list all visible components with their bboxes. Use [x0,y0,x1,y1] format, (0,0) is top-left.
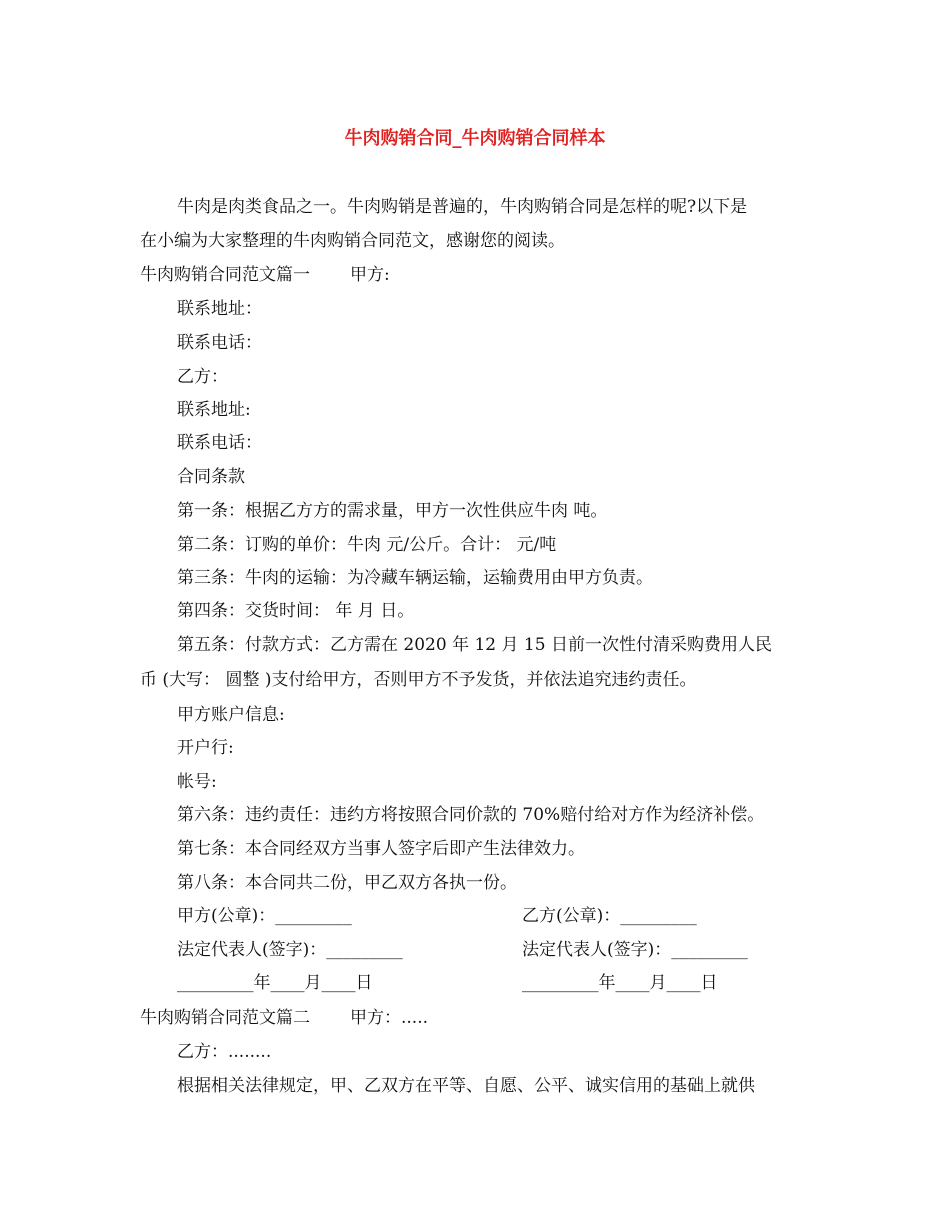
clause-1: 第一条：根据乙方方的需求量，甲方一次性供应牛肉 吨。 [177,501,608,521]
signature-b-seal: 乙方(公章)：_________ [522,906,697,926]
intro-paragraph-line-2: 在小编为大家整理的牛肉购销合同范文，感谢您的阅读。 [140,231,565,251]
party-b-label: 乙方： [177,367,228,387]
intro-paragraph-line-1: 牛肉是肉类食品之一。牛肉购销是普遍的，牛肉购销合同是怎样的呢?以下是 [177,197,748,217]
section-2-heading-line [140,1007,428,1029]
section-2-heading: 牛肉购销合同范文篇二 [140,1008,310,1028]
contact-address-b: 联系地址: [177,400,251,420]
section-2-party-a: 甲方：..... [350,1008,429,1028]
document-title: 牛肉购销合同_牛肉购销合同样本 [344,128,606,149]
contact-phone-b: 联系电话： [177,433,262,453]
clause-3: 第三条：牛肉的运输：为冷藏车辆运输，运输费用由甲方负责。 [177,568,653,588]
clause-7: 第七条：本合同经双方当事人签字后即产生法律效力。 [177,839,585,859]
signature-a-seal: 甲方(公章)：_________ [177,906,352,926]
date-a: _________年____月____日 [177,973,373,993]
clause-2: 第二条：订购的单价：牛肉 元/公斤。合计： 元/吨 [177,535,557,555]
account-heading: 甲方账户信息: [177,705,285,725]
section-2-body-line-1: 根据相关法律规定，甲、乙双方在平等、自愿、公平、诚实信用的基础上就供 [177,1076,755,1096]
section-1-party-a: 甲方: [350,265,390,285]
contact-address-a: 联系地址： [177,299,262,319]
clause-4: 第四条：交货时间： 年 月 日。 [177,601,415,621]
bank-label: 开户行: [177,738,234,758]
signature-a-representative: 法定代表人(签字)：_________ [177,940,403,960]
clause-5-line-2: 币 (大写： 圆整 )支付给甲方，否则甲方不予发货，并依法追究违约责任。 [140,670,697,690]
section-1-heading-line [140,264,390,286]
section-2-party-b: 乙方：........ [177,1042,272,1062]
signature-b-representative: 法定代表人(签字)：_________ [522,940,748,960]
section-1-heading: 牛肉购销合同范文篇一 [140,265,310,285]
clause-5-line-1: 第五条：付款方式：乙方需在 2020 年 12 月 15 日前一次性付清采购费用人民 [177,635,772,655]
clause-8: 第八条：本合同共二份，甲乙双方各执一份。 [177,873,517,893]
terms-heading: 合同条款 [177,467,245,487]
clause-6: 第六条：违约责任：违约方将按照合同价款的 70%赔付给对方作为经济补偿。 [177,805,765,825]
contact-phone-a: 联系电话： [177,333,262,353]
date-b: _________年____月____日 [522,973,718,993]
account-number-label: 帐号: [177,772,217,792]
